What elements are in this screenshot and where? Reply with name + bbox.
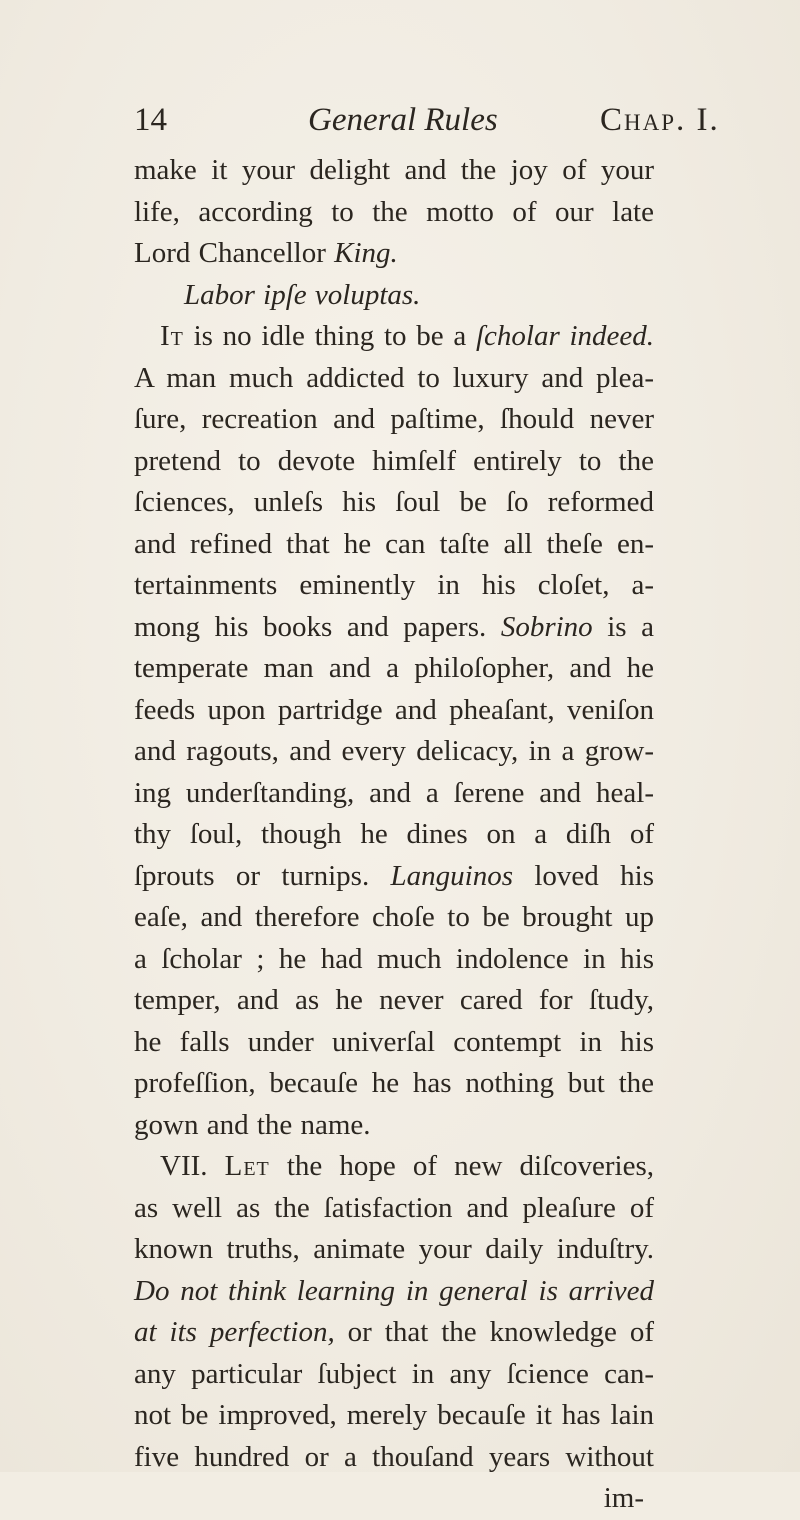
text-line: at its perfection, or that the knowledge of bbox=[134, 1316, 654, 1348]
text-line: ing underſtanding, and a ſerene and heal- bbox=[134, 776, 654, 809]
chapter-label: Chap. I. bbox=[600, 102, 720, 138]
running-head bbox=[134, 100, 720, 140]
text-line: and ragouts, and every delicacy, in a grow- bbox=[134, 735, 654, 767]
running-title: General Rules bbox=[308, 102, 498, 138]
body-text bbox=[134, 150, 654, 1520]
text-line: pretend to devote himſelf entirely to the bbox=[134, 444, 654, 477]
text-line: thy ſoul, though he dines on a diſh of bbox=[134, 818, 654, 850]
text-line: temperate man and a philoſopher, and he bbox=[134, 652, 654, 684]
text-line: tertainments eminently in his cloſet, a- bbox=[134, 569, 654, 601]
text-line: mong his books and papers. Sobrino is a bbox=[134, 610, 654, 643]
text-line: feeds upon partridge and pheaſant, veniſon bbox=[134, 693, 654, 726]
text-line: profeſſion, becauſe he has nothing but the bbox=[134, 1067, 654, 1099]
text-line: A man much addicted to luxury and plea- bbox=[134, 361, 654, 394]
text-line: not be improved, merely becauſe it has lain bbox=[134, 1399, 654, 1431]
paragraph-start: It is no idle thing to be a ſcholar indeed. bbox=[160, 320, 655, 352]
text-line: temper, and as he never cared for ſtudy, bbox=[134, 984, 654, 1016]
text-line: and refined that he can taſte all theſe en- bbox=[134, 527, 654, 560]
text-line: Lord Chancellor King. bbox=[134, 237, 398, 269]
text-line: ſure, recreation and paſtime, ſhould never bbox=[134, 403, 654, 435]
text-line: known truths, animate your daily induſtry. bbox=[134, 1233, 654, 1265]
text-line: any particular ſubject in any ſcience can- bbox=[134, 1357, 654, 1390]
text-line: eaſe, and therefore choſe to be brought up bbox=[134, 901, 654, 933]
text-line: ſprouts or turnips. Languinos loved his bbox=[134, 859, 654, 892]
catchword: im- bbox=[603, 1482, 644, 1514]
paragraph-start: VII. Let the hope of new diſcoveries, bbox=[160, 1150, 654, 1182]
page-number: 14 bbox=[134, 102, 167, 138]
text-line: he falls under univerſal contempt in his bbox=[134, 1025, 654, 1058]
text-line: five hundred or a thouſand years without bbox=[134, 1440, 654, 1473]
text-line: life, according to the motto of our late bbox=[134, 195, 654, 228]
text-line: as well as the ſatisfaction and pleaſure of bbox=[134, 1191, 654, 1224]
motto: Labor ipſe voluptas. bbox=[184, 278, 421, 311]
text-line: Do not think learning in general is arrived bbox=[134, 1274, 654, 1307]
italic-name: King. bbox=[334, 237, 398, 269]
text-line: ſciences, unleſs his ſoul be ſo reformed bbox=[134, 486, 654, 518]
text-line: make it your delight and the joy of your bbox=[134, 154, 654, 186]
text-line: a ſcholar ; he had much indolence in his bbox=[134, 942, 654, 975]
text-line: gown and the name. bbox=[134, 1108, 371, 1141]
